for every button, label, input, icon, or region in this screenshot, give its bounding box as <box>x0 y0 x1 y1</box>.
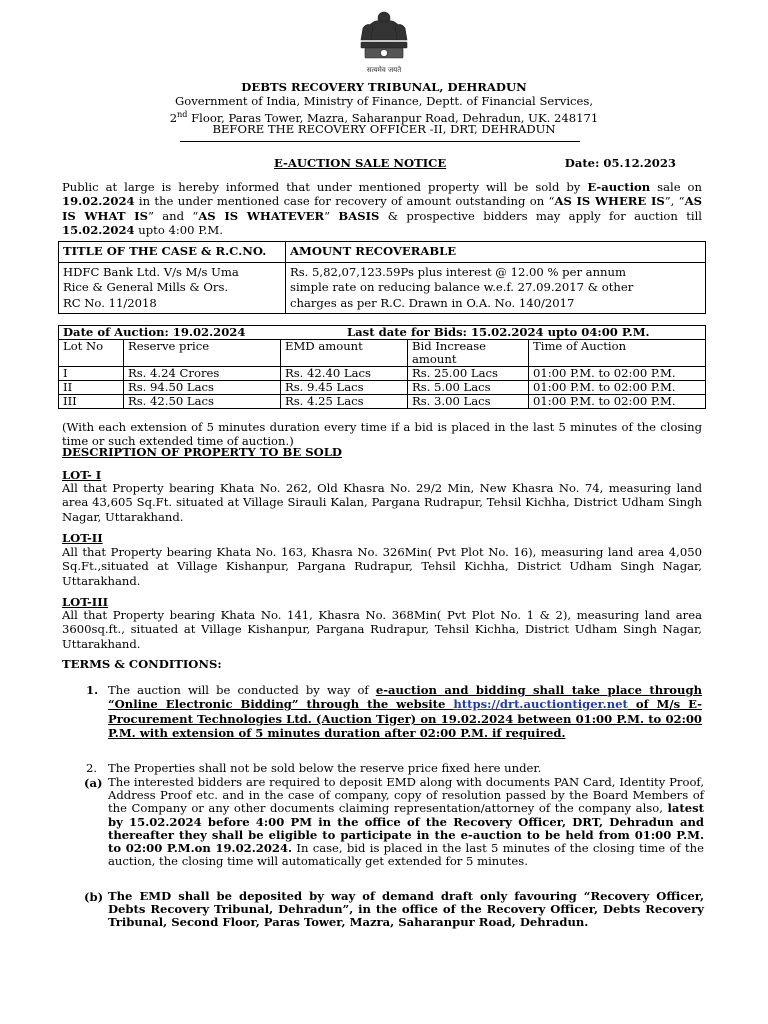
term-2-text: The Properties shall not be sold below the reserve price fixed here under. <box>108 761 542 775</box>
ministry-line: Government of India, Ministry of Finance, Deptt. of Financial Services, <box>174 94 594 108</box>
lot-3-heading: LOT-III <box>62 595 109 609</box>
term-a-number: (a) <box>84 776 103 790</box>
case-title-header: TITLE OF THE CASE & R.C.NO. <box>59 242 286 263</box>
emblem-motto: सत्यमेव जयते <box>366 66 402 74</box>
table-row: II Rs. 94.50 Lacs Rs. 9.45 Lacs Rs. 5.00 Lacs 01:00 P.M. to 02:00 P.M. <box>59 381 706 395</box>
case-title-cell: HDFC Bank Ltd. V/s M/s Uma Rice & General Mills & Ors. RC No. 11/2018 <box>59 262 286 314</box>
terms-heading: TERMS & CONDITIONS: <box>62 657 222 671</box>
term-1-number: 1. <box>86 683 99 697</box>
notice-date: Date: 05.12.2023 <box>564 156 676 170</box>
col-emd-amount: EMD amount <box>281 340 408 367</box>
case-table <box>58 241 706 314</box>
amount-header: AMOUNT RECOVERABLE <box>286 242 706 263</box>
case-table-row <box>59 262 706 314</box>
header-divider <box>180 141 580 142</box>
lot-2-text: All that Property bearing Khata No. 163, Khasra No. 326Min( Pvt Plot No. 16), measuring land area 4,050 Sq.Ft.,situated at Village Kishanpur, Pargana Rudrapur, Tehsil Kichha, District Udham Singh Nagar, Uttarakhand. <box>62 545 702 588</box>
auction-website-link[interactable]: https://drt.auctiontiger.net <box>453 697 628 712</box>
term-b-text: The EMD shall be deposited by way of demand draft only favouring “Recovery Officer, Debts Recovery Tribunal, Dehradun”, in the office of the Recovery Officer, Debts Recovery Tribunal, Second Floor, Paras Tower, Mazra, Saharanpur Road, Dehradun. <box>108 889 704 930</box>
before-line: BEFORE THE RECOVERY OFFICER -II, DRT, DEHRADUN <box>212 122 556 136</box>
description-heading: DESCRIPTION OF PROPERTY TO BE SOLD <box>62 445 342 459</box>
org-name: DEBTS RECOVERY TRIBUNAL, DEHRADUN <box>241 80 527 94</box>
lot-2-heading: LOT-II <box>62 531 103 545</box>
lot-3-text: All that Property bearing Khata No. 141, Khasra No. 368Min( Pvt Plot No. 1 & 2), measuring land area 3600sq.ft., situated at Village Kishanpur, Pargana Rudrapur, Tehsil Kichha, District Udham Singh Nagar, Uttarakhand. <box>62 608 702 651</box>
term-b-number: (b) <box>84 890 104 904</box>
intro-paragraph: Public at large is hereby informed that under mentioned property will be sold by E-auction sale on 19.02.2024 in the under mentioned case for recovery of amount outstanding on “AS IS WHERE IS”, “AS IS WHAT IS” and “AS IS WHATEVER” BASIS & prospective bidders may apply for auction till 15.02.2024 upto 4:00 P.M. <box>62 180 703 238</box>
term-a-text: The interested bidders are required to deposit EMD along with documents PAN Card, Identity Proof, Address Proof etc. and in the case of company, copy of resolution passed by the Board Members of the Company or any other documents claiming representation/attorney of the company also, latest by 15.02.2024 before 4:00 PM in the office of the Recovery Officer, DRT, Dehradun and thereafter they shall be eligible to participate in the e-auction to be held from 01:00 P.M. to 02:00 P.M.on 19.02.2024. In case, bid is placed in the last 5 minutes of the closing time of the auction, the closing time will automatically get extended for 5 minutes. <box>108 775 704 869</box>
last-bid-date: Last date for Bids: 15.02.2024 upto 04:00 P.M. <box>347 325 650 339</box>
table-row: I Rs. 4.24 Crores Rs. 42.40 Lacs Rs. 25.00 Lacs 01:00 P.M. to 02:00 P.M. <box>59 367 706 381</box>
national-emblem-icon <box>339 6 429 78</box>
lot-1-text: All that Property bearing Khata No. 262, Old Khasra No. 29/2 Min, New Khasra No. 74, measuring land area 43,605 Sq.Ft. situated at Village Sirauli Kalan, Pargana Rudrapur, Tehsil Kichha, District Udham Singh Nagar, Uttarakhand. <box>62 481 702 524</box>
lot-1-heading: LOT- I <box>62 468 102 482</box>
table-row: III Rs. 42.50 Lacs Rs. 4.25 Lacs Rs. 3.00 Lacs 01:00 P.M. to 02:00 P.M. <box>59 395 706 409</box>
address-line: 2nd Floor, Paras Tower, Mazra, Saharanpur Road, Dehradun, UK. 248171 <box>169 110 599 125</box>
term-1-text: The auction will be conducted by way of e-auction and bidding shall take place through “Online Electronic Bidding” through the website https://drt.auctiontiger.net of M/s E-Procurement Technologies Ltd. (Auction Tiger) on 19.02.2024 between 01:00 P.M. to 02:00 P.M. with extension of 5 minutes duration after 02:00 P.M. if required. <box>108 683 702 741</box>
col-reserve-price: Reserve price <box>124 340 281 367</box>
case-table-header <box>59 242 706 263</box>
col-lot-no: Lot No <box>59 340 124 367</box>
col-time-of-auction: Time of Auction <box>529 340 706 367</box>
term-2-number: 2. <box>86 761 98 775</box>
auction-table <box>58 325 706 409</box>
auction-table-header <box>59 340 706 367</box>
auction-dates-row <box>59 326 706 340</box>
auction-date: Date of Auction: 19.02.2024 <box>63 325 246 339</box>
notice-title: E-AUCTION SALE NOTICE <box>274 156 447 170</box>
amount-cell: Rs. 5,82,07,123.59Ps plus interest @ 12.00 % per annum simple rate on reducing balance w.e.f. 27.09.2017 & other charges as per R.C. Drawn in O.A. No. 140/2017 <box>286 262 706 314</box>
col-bid-increase: Bid Increase amount <box>408 340 529 367</box>
extension-note: (With each extension of 5 minutes duration every time if a bid is placed in the last 5 minutes of the closing time or such extended time of auction.) <box>62 420 702 449</box>
